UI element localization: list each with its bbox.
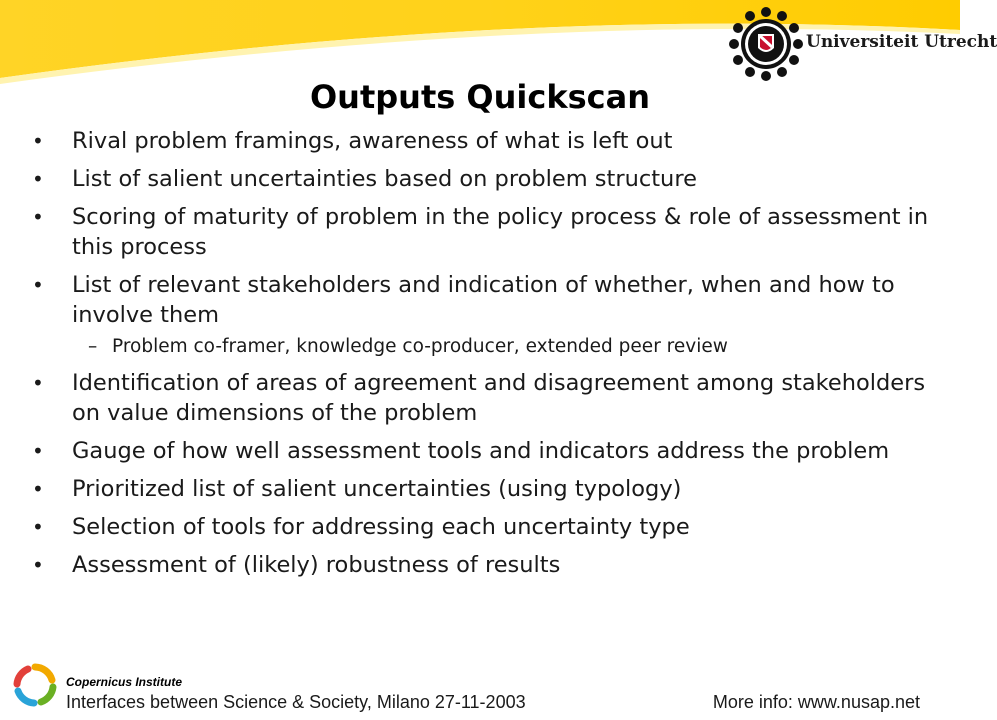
copernicus-logo-icon [10,660,60,710]
bullet-item [30,550,935,580]
footer-event: Interfaces between Science & Society, Milano 27-11-2003 [66,692,526,712]
bullet-item [30,436,935,466]
slide-content [30,126,935,588]
bullet-item [30,512,935,542]
slide-title: Outputs Quickscan [309,78,651,116]
bullet-text: Selection of tools for addressing each uncertainty type [72,514,690,540]
bullet-item [30,368,935,428]
bullet-text: Gauge of how well assessment tools and indicators address the problem [72,438,890,464]
bullet-text: Identification of areas of agreement and disagreement among stakeholders on value dimensions of the problem [72,370,926,426]
bullet-text: Assessment of (likely) robustness of results [72,552,561,578]
bullet-marker: • [32,477,44,501]
bullet-text: Scoring of maturity of problem in the policy process & role of assessment in this process [72,204,929,260]
bullet-item [30,164,935,194]
bullet-list [30,126,935,580]
sub-bullet-item [30,334,935,360]
bullet-marker: • [32,167,44,191]
bullet-item [30,270,935,330]
bullet-marker: • [32,371,44,395]
dash-marker: – [88,336,98,357]
bullet-text: List of relevant stakeholders and indication of whether, when and how to involve them [72,272,895,328]
bullet-marker: • [32,273,44,297]
bullet-marker: • [32,205,44,229]
bullet-text: Problem co-framer, knowledge co-producer, extended peer review [112,336,728,357]
bullet-marker: • [32,515,44,539]
bullet-marker: • [32,553,44,577]
footer-info: More info: www.nusap.net [712,692,920,712]
footer-institute: Copernicus Institute [66,675,183,689]
university-seal-icon [730,6,802,82]
university-name: Universiteit Utrecht [806,32,997,52]
bullet-text: Rival problem framings, awareness of what is left out [72,128,673,154]
bullet-item [30,474,935,504]
bullet-marker: • [32,439,44,463]
bullet-item [30,126,935,156]
bullet-text: Prioritized list of salient uncertainties (using typology) [72,476,682,502]
bullet-marker: • [32,129,44,153]
bullet-item [30,202,935,262]
bullet-text: List of salient uncertainties based on problem structure [72,166,697,192]
